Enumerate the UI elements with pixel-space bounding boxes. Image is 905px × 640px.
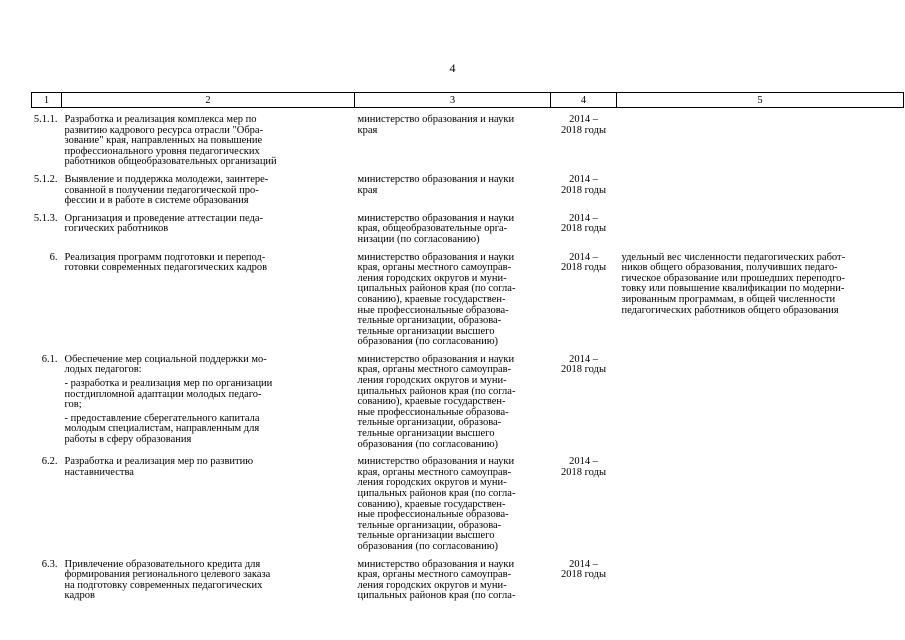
measure-line: работников общеобразовательных организаций <box>64 156 277 168</box>
term-line: 2014 – <box>569 173 598 185</box>
item-number: 5.1.3. <box>33 212 58 224</box>
executor-line: края, органы местного самоуправ- <box>357 466 512 478</box>
table-row <box>32 553 904 602</box>
table-row <box>32 246 904 348</box>
subitem-line: работы в сферу образования <box>64 434 192 446</box>
item-number: 5.1.2. <box>33 173 58 185</box>
executor-line: тельные организации высшего <box>357 428 495 440</box>
executor-line: тельные организации, образова- <box>357 315 502 327</box>
executor-line: министерство образования и науки <box>357 173 515 185</box>
executor-line: края, органы местного самоуправ- <box>357 262 512 274</box>
measure-line: лодых педагогов: <box>64 364 142 376</box>
term-line: 2018 годы <box>560 184 606 196</box>
measure-description <box>62 168 355 207</box>
indicator-line: зированным программам, в общей численности <box>621 293 836 305</box>
measure-description <box>62 348 355 450</box>
page-number: 4 <box>449 61 456 75</box>
executor-line: низации (по согласованию) <box>357 233 480 245</box>
executor-line: ципальных районов края (по согла- <box>357 385 516 397</box>
indicator-cell <box>617 348 904 450</box>
measure-line: формирования регионального целевого заказа <box>64 569 271 581</box>
executor-line: тельные организации высшего <box>357 530 495 542</box>
table-row <box>32 108 904 168</box>
term-cell <box>551 168 617 207</box>
executor-line: сованию), краевые государствен- <box>357 396 506 408</box>
executor-line: ные профессиональные образова- <box>357 406 509 418</box>
subitem-line: - разработка и реализация мер по организации <box>64 378 273 390</box>
executor-line: тельные организации, образова- <box>357 417 502 429</box>
measure-subitem <box>65 414 353 446</box>
measure-line: Обеспечение мер социальной поддержки мо- <box>64 353 267 365</box>
term-line: 2018 годы <box>560 223 606 235</box>
term-line: 2014 – <box>569 212 598 224</box>
executor-line: министерство образования и науки <box>357 212 515 224</box>
executor-line: ления городских округов и муни- <box>357 375 507 387</box>
indicator-line: товку или повышение квалификации по модерни- <box>621 283 845 295</box>
executor-line: образования (по согласованию) <box>357 540 499 552</box>
executor-line: края <box>357 124 378 136</box>
measure-description <box>62 553 355 602</box>
measure-subitem <box>65 379 353 411</box>
executor-cell <box>355 207 551 246</box>
measure-line: профессионального уровня педагогических <box>64 145 260 157</box>
measure-line: Привлечение образовательного кредита для <box>64 558 261 570</box>
executor-line: министерство образования и науки <box>357 558 515 570</box>
table-row <box>32 207 904 246</box>
measure-line: Разработка и реализация мер по развитию <box>64 456 254 468</box>
executor-line: сованию), краевые государствен- <box>357 293 506 305</box>
term-line: 2018 годы <box>560 569 606 581</box>
executor-line: края, органы местного самоуправ- <box>357 569 512 581</box>
executor-line: ные профессиональные образова- <box>357 304 509 316</box>
executor-line: министерство образования и науки <box>357 456 515 468</box>
column-header-5: 5 <box>617 93 904 108</box>
executor-line: края <box>357 184 378 196</box>
table-row <box>32 450 904 552</box>
term-line: 2018 годы <box>560 262 606 274</box>
executor-line: края, органы местного самоуправ- <box>357 364 512 376</box>
measures-table <box>31 92 904 602</box>
executor-line: ципальных районов края (по согла- <box>357 590 516 602</box>
indicator-cell <box>617 450 904 552</box>
term-line: 2014 – <box>569 353 598 365</box>
executor-line: ления городских округов и муни- <box>357 579 507 591</box>
measure-line: гогических работников <box>64 223 169 235</box>
table-body <box>32 108 904 602</box>
item-number: 5.1.1. <box>33 114 58 125</box>
measure-line: Разработка и реализация комплекса мер по <box>64 114 257 125</box>
indicator-line: ников общего образования, получивших педаго- <box>621 262 838 274</box>
column-number-header-row <box>32 93 904 108</box>
table-row <box>32 348 904 450</box>
term-cell <box>551 348 617 450</box>
subitem-line: постдипломной адаптации молодых педаго- <box>64 388 262 400</box>
term-line: 2014 – <box>569 114 598 125</box>
table-row <box>32 168 904 207</box>
executor-line: ципальных районов края (по согла- <box>357 283 516 295</box>
term-cell <box>551 246 617 348</box>
term-line: 2018 годы <box>560 124 606 136</box>
term-cell <box>551 450 617 552</box>
term-cell <box>551 108 617 168</box>
executor-line: ления городских округов и муни- <box>357 477 507 489</box>
indicator-line: педагогических работников общего образования <box>621 304 839 316</box>
measure-line: сованной в получении педагогической про- <box>64 184 259 196</box>
item-number: 6.1. <box>41 353 58 365</box>
measure-line: кадров <box>64 590 95 602</box>
item-number: 6. <box>49 251 58 263</box>
measure-description <box>62 108 355 168</box>
indicator-cell <box>617 553 904 602</box>
executor-cell <box>355 246 551 348</box>
measure-line: развитию кадрового ресурса отрасли "Обра- <box>64 124 264 136</box>
executor-line: образования (по согласованию) <box>357 438 499 450</box>
executor-line: тельные организации высшего <box>357 325 495 337</box>
measure-description <box>62 207 355 246</box>
column-header-3: 3 <box>355 93 551 108</box>
subitem-line: гов; <box>64 399 82 411</box>
item-number: 6.3. <box>41 558 58 570</box>
measure-line: фессии и в работе в системе образования <box>64 195 249 207</box>
column-header-1: 1 <box>32 93 62 108</box>
measure-line: зование" края, направленных на повышение <box>64 135 263 147</box>
measure-line: на подготовку современных педагогических <box>64 579 263 591</box>
measure-description <box>62 450 355 552</box>
executor-cell <box>355 108 551 168</box>
measure-line: наставничества <box>64 466 134 478</box>
term-line: 2014 – <box>569 558 598 570</box>
executor-cell <box>355 348 551 450</box>
indicator-line: удельный вес численности педагогических работ- <box>621 251 846 263</box>
executor-line: министерство образования и науки <box>357 353 515 365</box>
executor-line: ципальных районов края (по согла- <box>357 488 516 499</box>
measure-line: готовки современных педагогических кадров <box>64 262 268 274</box>
measure-line: Организация и проведение аттестации педа- <box>64 212 263 224</box>
indicator-cell <box>617 168 904 207</box>
executor-line: ления городских округов и муни- <box>357 272 507 284</box>
indicator-line: гическое образование или прошедших переподго- <box>621 272 846 284</box>
executor-line: ные профессиональные образова- <box>357 509 509 521</box>
indicator-cell <box>617 246 904 348</box>
column-header-4: 4 <box>551 93 617 108</box>
executor-cell <box>355 450 551 552</box>
indicator-cell <box>617 207 904 246</box>
term-line: 2018 годы <box>560 466 606 478</box>
subitem-line: - предоставление сберегательного капитала <box>64 412 260 424</box>
term-line: 2014 – <box>569 251 598 263</box>
executor-line: края, общеобразовательные орга- <box>357 223 508 235</box>
indicator-cell <box>617 108 904 168</box>
executor-cell <box>355 168 551 207</box>
term-cell <box>551 553 617 602</box>
measure-description <box>62 246 355 348</box>
subitem-line: молодым специалистам, направленным для <box>64 423 260 435</box>
measure-line: Выявление и поддержка молодежи, заинтере- <box>64 173 269 185</box>
item-number: 6.2. <box>41 456 58 468</box>
executor-line: министерство образования и науки <box>357 114 515 125</box>
executor-line: образования (по согласованию) <box>357 336 499 348</box>
executor-cell <box>355 553 551 602</box>
executor-line: сованию), краевые государствен- <box>357 498 506 510</box>
column-header-2: 2 <box>62 93 355 108</box>
term-cell <box>551 207 617 246</box>
term-line: 2014 – <box>569 456 598 468</box>
term-line: 2018 годы <box>560 364 606 376</box>
executor-line: тельные организации, образова- <box>357 519 502 531</box>
measure-line: Реализация программ подготовки и перепод- <box>64 251 266 263</box>
executor-line: министерство образования и науки <box>357 251 515 263</box>
